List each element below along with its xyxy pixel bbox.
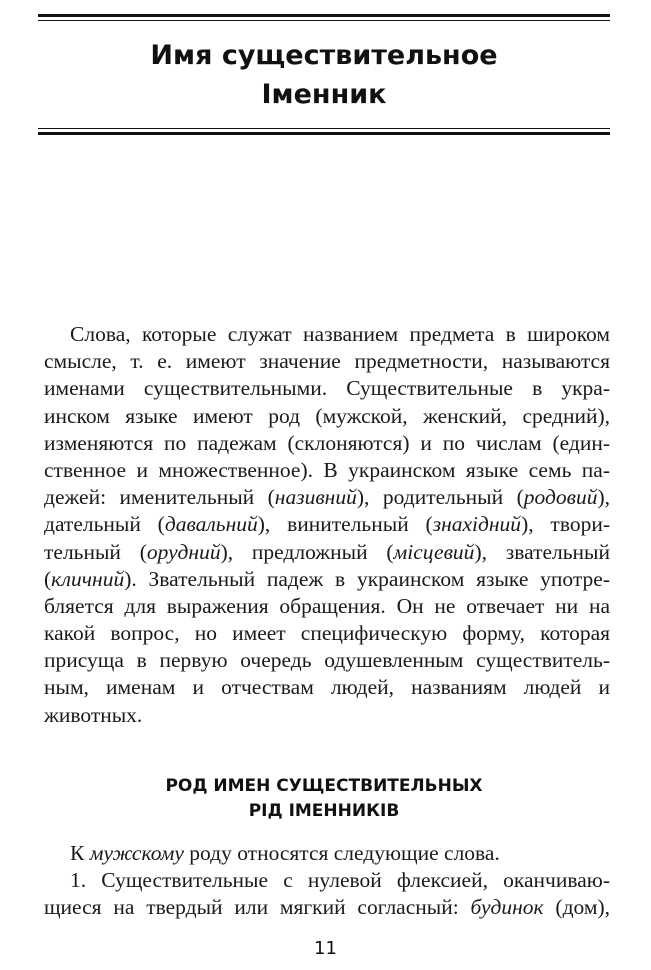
body-paragraph-nouns — [44, 321, 610, 729]
text-segment: ным, именам и отчествам людей, названиям людей и — [44, 675, 610, 700]
text-segment: ), твори- — [521, 512, 610, 537]
text-segment: ). Звательный падеж в украинском языке употре- — [124, 566, 610, 591]
text-line — [44, 430, 610, 457]
text-segment: (дом), — [543, 895, 610, 920]
text-segment: какой вопрос, но имеет специфическую форму, которая — [44, 621, 610, 646]
text-segment: роду относятся следующие слова. — [183, 841, 500, 865]
text-line — [44, 593, 610, 620]
italic-term: знахідний — [432, 512, 522, 537]
italic-term: родовий — [523, 485, 598, 510]
text-line — [44, 484, 610, 511]
section-heading-ukrainian: РІД ІМЕННИКІВ — [248, 801, 400, 821]
text-line — [44, 647, 610, 674]
text-segment: ), звательный — [474, 539, 610, 564]
text-line — [44, 702, 610, 729]
section-heading-russian: РОД ИМЕН СУЩЕСТВИТЕЛЬНЫХ — [165, 776, 483, 796]
italic-term: називний — [274, 485, 357, 510]
text-segment: ( — [44, 566, 52, 591]
italic-term: будинок — [470, 895, 544, 920]
text-segment: ), родительный ( — [356, 485, 524, 510]
text-segment: изменяются по падежам (склоняются) и по числам (един- — [44, 430, 610, 455]
text-segment: ), винительный ( — [257, 512, 433, 537]
text-segment: именами существительными. Существительные в укра- — [44, 376, 610, 401]
text-segment: К — [70, 841, 90, 865]
text-segment: дательный ( — [44, 512, 165, 537]
text-segment: щиеся на твердый или мягкий согласный: — [44, 895, 471, 920]
text-line — [44, 457, 610, 484]
section-heading — [38, 774, 610, 824]
text-line — [44, 375, 610, 402]
text-segment: 1. Существительные с нулевой флексией, оканчиваю- — [70, 868, 610, 893]
text-segment: присуща в первую очередь одушевленным существитель- — [44, 648, 610, 673]
text-segment: животных. — [44, 702, 143, 727]
text-segment: ), предложный ( — [220, 539, 394, 564]
text-segment: тельный ( — [44, 539, 147, 564]
page-title-russian: Имя существительное — [150, 40, 498, 71]
page-title-ukrainian: Іменник — [261, 79, 387, 110]
text-line — [44, 321, 610, 348]
text-line — [44, 867, 610, 894]
text-line — [44, 894, 610, 921]
text-line — [44, 620, 610, 647]
text-segment: дежей: именительный ( — [44, 485, 275, 510]
text-segment: ), — [597, 485, 610, 510]
page-title — [38, 36, 610, 114]
text-segment: ственное и множественное). В украинском языке семь па- — [44, 457, 610, 482]
text-segment: смысле, т. е. имеют значение предметности, называются — [44, 349, 610, 374]
page-number: 11 — [314, 938, 337, 959]
text-line — [44, 348, 610, 375]
italic-term: мужскому — [89, 841, 184, 865]
text-segment: бляется для выражения обращения. Он не отвечает ни на — [44, 593, 610, 618]
italic-term: орудний — [146, 539, 221, 564]
italic-term: давальний — [164, 512, 258, 537]
top-double-rule — [38, 14, 610, 21]
body-paragraph-gender — [44, 840, 610, 922]
text-line — [44, 539, 610, 566]
text-line — [44, 674, 610, 701]
title-bottom-double-rule — [38, 128, 610, 135]
text-line — [44, 566, 610, 593]
text-line — [44, 840, 610, 867]
italic-term: місцевий — [393, 539, 475, 564]
text-segment: инском языке имеют род (мужской, женский, средний), — [44, 403, 610, 428]
italic-term: кличний — [51, 566, 125, 591]
text-line — [44, 511, 610, 538]
text-line — [44, 403, 610, 430]
text-segment: Слова, которые служат названием предмета в широком — [70, 322, 610, 346]
